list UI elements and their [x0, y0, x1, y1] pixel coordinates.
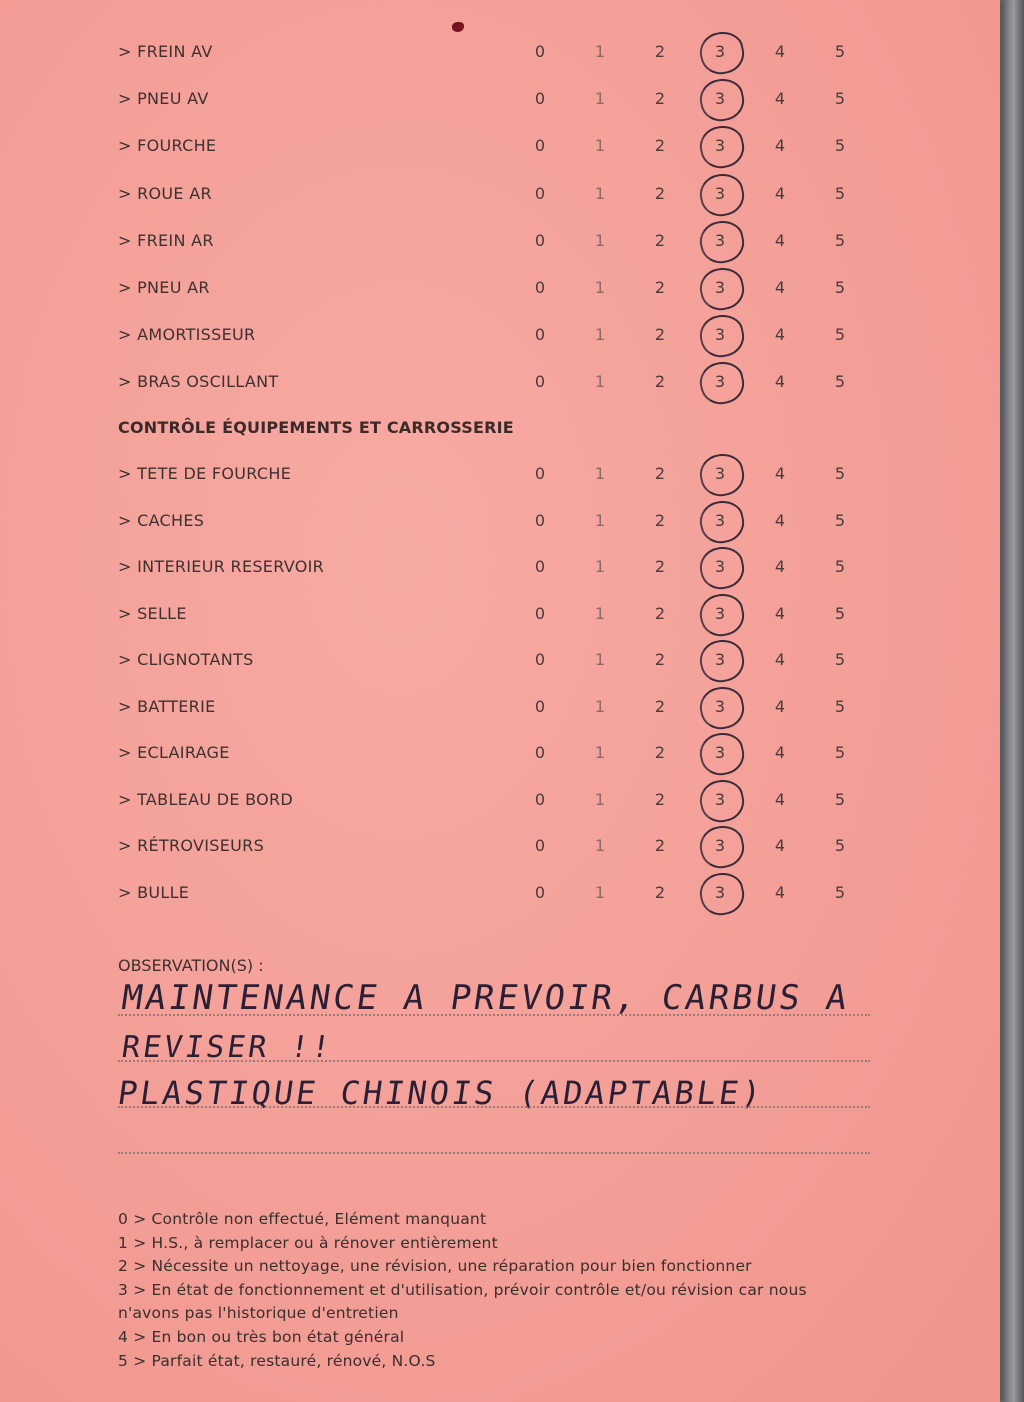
handdrawn-circle-mark [696, 264, 748, 314]
checklist-row [118, 553, 878, 583]
legend-line: n'avons pas l'historique d'entretien [118, 1304, 399, 1322]
score-option-0: 0 [534, 136, 546, 156]
score-option-5: 5 [834, 836, 846, 855]
score-option-4: 4 [774, 464, 786, 483]
score-option-0: 0 [534, 603, 546, 623]
score-option-1: 1 [594, 650, 606, 669]
checklist-row [118, 879, 878, 909]
dotted-line [118, 1152, 870, 1154]
score-option-2: 2 [654, 136, 666, 156]
checklist-row [118, 274, 878, 304]
legend-line: 3 > En état de fonctionnement et d'utilisation, prévoir contrôle et/ou révision car nous [118, 1281, 807, 1299]
score-option-0: 0 [534, 183, 546, 203]
ink-speck [452, 22, 464, 32]
score-option-1: 1 [594, 696, 606, 716]
checklist-item-label: > PNEU AR [118, 278, 210, 297]
score-option-2: 2 [654, 464, 666, 483]
score-option-4: 4 [774, 278, 786, 297]
score-option-3: 3 [714, 278, 726, 297]
score-option-5: 5 [834, 325, 846, 345]
legend-line: 4 > En bon ou très bon état général [118, 1328, 405, 1346]
score-option-5: 5 [834, 372, 846, 392]
score-option-5: 5 [834, 230, 846, 250]
score-option-4: 4 [774, 325, 786, 345]
checklist-item-label: > TABLEAU DE BORD [118, 789, 294, 809]
score-option-5: 5 [834, 278, 846, 297]
score-option-2: 2 [654, 696, 666, 716]
score-option-4: 4 [774, 183, 786, 203]
score-option-0: 0 [534, 836, 546, 855]
score-option-5: 5 [834, 696, 846, 716]
dotted-line [118, 1060, 870, 1062]
score-option-4: 4 [774, 789, 786, 809]
handdrawn-circle-mark [696, 28, 748, 78]
checklist-item-label: > CLIGNOTANTS [118, 650, 254, 669]
score-option-3: 3 [714, 325, 726, 345]
score-option-4: 4 [774, 42, 786, 61]
score-option-1: 1 [594, 882, 606, 902]
score-option-2: 2 [654, 230, 666, 250]
score-option-5: 5 [834, 464, 846, 483]
observation-line-1: MAINTENANCE A PREVOIR, CARBUS A [119, 978, 853, 1018]
score-option-0: 0 [534, 789, 546, 809]
score-option-4: 4 [774, 557, 786, 576]
score-option-5: 5 [834, 510, 846, 530]
score-option-1: 1 [594, 325, 606, 345]
checklist-item-label: > FREIN AV [118, 42, 213, 61]
handdrawn-circle-mark [696, 311, 748, 361]
dotted-line [118, 1106, 870, 1108]
score-option-4: 4 [774, 743, 786, 762]
score-option-5: 5 [834, 557, 846, 576]
checklist-row [118, 600, 878, 630]
score-option-5: 5 [834, 42, 846, 61]
score-option-0: 0 [534, 325, 546, 345]
score-option-4: 4 [774, 230, 786, 250]
score-option-1: 1 [594, 42, 606, 61]
checklist-item-label: > BATTERIE [118, 696, 216, 716]
legend-line: 1 > H.S., à remplacer ou à rénover entièrement [118, 1234, 498, 1252]
score-option-1: 1 [594, 230, 606, 250]
legend-line: 2 > Nécessite un nettoyage, une révision, une réparation pour bien fonctionner [118, 1257, 752, 1275]
score-option-3: 3 [714, 230, 726, 250]
score-option-1: 1 [594, 743, 606, 762]
checklist-row [118, 786, 878, 816]
score-option-2: 2 [654, 183, 666, 203]
checklist-row [118, 646, 878, 676]
score-option-5: 5 [834, 89, 846, 109]
checklist-item-label: > FOURCHE [118, 136, 217, 156]
checklist-item-label: > CACHES [118, 510, 205, 530]
score-option-3: 3 [714, 372, 726, 392]
score-option-3: 3 [714, 882, 726, 902]
score-option-4: 4 [774, 603, 786, 623]
score-option-3: 3 [714, 696, 726, 716]
score-option-2: 2 [654, 743, 666, 762]
score-option-2: 2 [654, 836, 666, 855]
checklist-row [118, 507, 878, 537]
score-option-0: 0 [534, 230, 546, 250]
score-option-0: 0 [534, 464, 546, 483]
checklist-item-label: > INTERIEUR RESERVOIR [118, 557, 325, 576]
handdrawn-circle-mark [696, 169, 748, 219]
score-option-1: 1 [594, 836, 606, 855]
handdrawn-circle-mark [696, 543, 748, 593]
checklist-row [118, 832, 878, 862]
score-option-4: 4 [774, 372, 786, 392]
section-title: CONTRÔLE ÉQUIPEMENTS ET CARROSSERIE [118, 418, 514, 437]
checklist-row [118, 460, 878, 490]
handdrawn-circle-mark [696, 122, 748, 172]
handdrawn-circle-mark [696, 358, 748, 408]
observation-line-2: REVISER !! [119, 1030, 336, 1065]
score-option-0: 0 [534, 372, 546, 392]
handdrawn-circle-mark [696, 496, 748, 546]
score-option-0: 0 [534, 510, 546, 530]
checklist-item-label: > PNEU AV [118, 89, 209, 109]
score-option-0: 0 [534, 696, 546, 716]
handdrawn-circle-mark [696, 682, 748, 732]
checklist-row [118, 38, 878, 68]
handdrawn-circle-mark [696, 729, 748, 779]
score-option-5: 5 [834, 882, 846, 902]
score-option-3: 3 [714, 42, 726, 61]
score-option-0: 0 [534, 557, 546, 576]
score-option-5: 5 [834, 789, 846, 809]
score-option-2: 2 [654, 372, 666, 392]
handdrawn-circle-mark [696, 217, 748, 267]
score-option-1: 1 [594, 372, 606, 392]
score-option-1: 1 [594, 557, 606, 576]
score-option-3: 3 [714, 789, 726, 809]
checklist-item-label: > AMORTISSEUR [118, 325, 256, 345]
score-option-1: 1 [594, 603, 606, 623]
checklist-item-label: > BRAS OSCILLANT [118, 372, 279, 392]
score-option-5: 5 [834, 136, 846, 156]
score-option-1: 1 [594, 789, 606, 809]
handdrawn-circle-mark [696, 589, 748, 639]
score-option-2: 2 [654, 882, 666, 902]
score-option-5: 5 [834, 650, 846, 669]
handdrawn-circle-mark [696, 822, 748, 872]
score-option-3: 3 [714, 510, 726, 530]
score-option-3: 3 [714, 557, 726, 576]
observations-label: OBSERVATION(S) : [118, 956, 264, 975]
score-option-0: 0 [534, 42, 546, 61]
dotted-line [118, 1014, 870, 1016]
checklist-item-label: > ROUE AR [118, 183, 212, 203]
observation-line-3: PLASTIQUE CHINOIS (ADAPTABLE) [115, 1074, 767, 1112]
score-option-2: 2 [654, 42, 666, 61]
checklist-item-label: > BULLE [118, 882, 190, 902]
score-option-4: 4 [774, 882, 786, 902]
score-option-3: 3 [714, 136, 726, 156]
checklist-item-label: > ECLAIRAGE [118, 743, 230, 762]
checklist-item-label: > SELLE [118, 603, 187, 623]
score-option-3: 3 [714, 89, 726, 109]
checklist-row [118, 227, 878, 257]
score-option-1: 1 [594, 278, 606, 297]
score-option-3: 3 [714, 650, 726, 669]
score-option-2: 2 [654, 89, 666, 109]
score-option-0: 0 [534, 89, 546, 109]
checklist-item-label: > FREIN AR [118, 230, 214, 250]
checklist-row [118, 180, 878, 210]
score-option-5: 5 [834, 743, 846, 762]
score-option-2: 2 [654, 510, 666, 530]
legend-line: 0 > Contrôle non effectué, Elément manquant [118, 1210, 487, 1228]
handdrawn-circle-mark [696, 636, 748, 686]
score-option-1: 1 [594, 136, 606, 156]
handdrawn-circle-mark [696, 868, 748, 918]
score-option-4: 4 [774, 836, 786, 855]
score-option-4: 4 [774, 696, 786, 716]
score-option-4: 4 [774, 89, 786, 109]
score-option-0: 0 [534, 743, 546, 762]
score-option-0: 0 [534, 650, 546, 669]
checklist-item-label: > TETE DE FOURCHE [118, 464, 292, 483]
checklist-row [118, 739, 878, 769]
handdrawn-circle-mark [696, 775, 748, 825]
handdrawn-circle-mark [696, 75, 748, 125]
score-option-1: 1 [594, 510, 606, 530]
checklist-item-label: > RÉTROVISEURS [118, 836, 265, 855]
score-option-1: 1 [594, 464, 606, 483]
score-option-2: 2 [654, 278, 666, 297]
score-option-3: 3 [714, 743, 726, 762]
score-option-1: 1 [594, 89, 606, 109]
score-option-1: 1 [594, 183, 606, 203]
score-option-2: 2 [654, 650, 666, 669]
score-option-3: 3 [714, 836, 726, 855]
score-option-2: 2 [654, 557, 666, 576]
handdrawn-circle-mark [696, 450, 748, 500]
score-option-0: 0 [534, 278, 546, 297]
score-option-3: 3 [714, 603, 726, 623]
score-option-0: 0 [534, 882, 546, 902]
score-option-2: 2 [654, 325, 666, 345]
score-option-2: 2 [654, 603, 666, 623]
score-option-4: 4 [774, 510, 786, 530]
checklist-row [118, 85, 878, 115]
checklist-row [118, 132, 878, 162]
checklist-row [118, 368, 878, 398]
score-option-3: 3 [714, 464, 726, 483]
score-option-5: 5 [834, 183, 846, 203]
score-option-4: 4 [774, 136, 786, 156]
score-option-3: 3 [714, 183, 726, 203]
checklist-row [118, 693, 878, 723]
score-option-2: 2 [654, 789, 666, 809]
checklist-row [118, 321, 878, 351]
legend-line: 5 > Parfait état, restauré, rénové, N.O.S [118, 1352, 436, 1370]
score-option-5: 5 [834, 603, 846, 623]
score-option-4: 4 [774, 650, 786, 669]
